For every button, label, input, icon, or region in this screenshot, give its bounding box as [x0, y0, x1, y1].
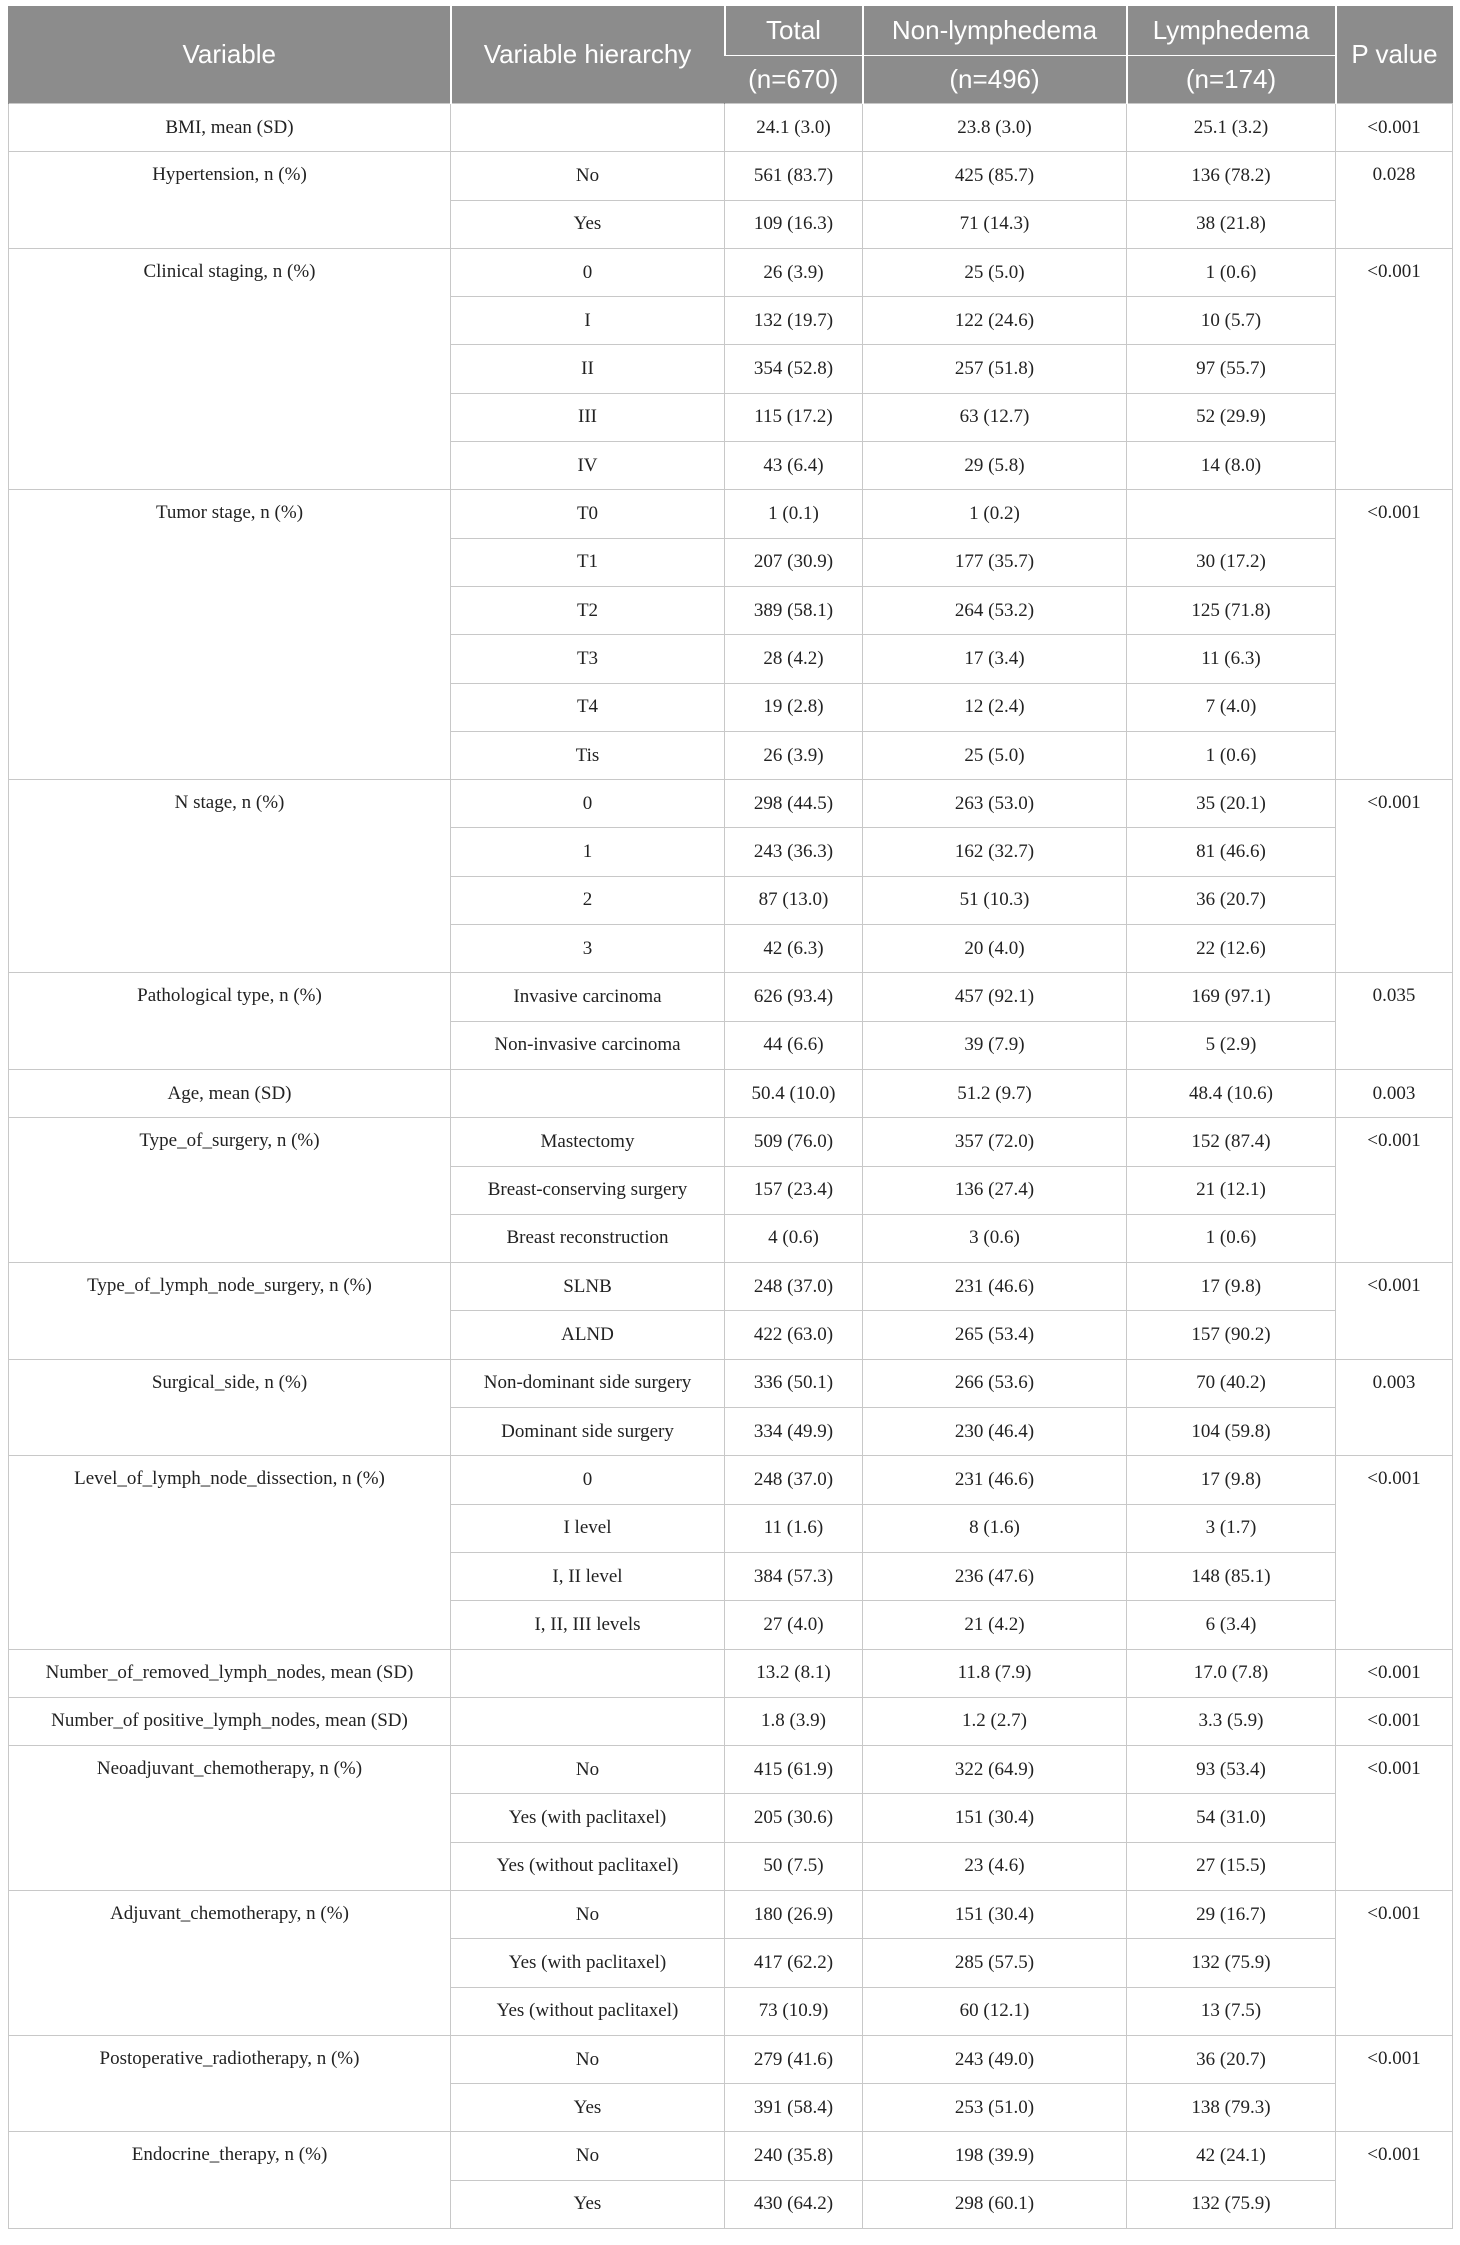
header-variable-hierarchy: Variable hierarchy [451, 6, 725, 104]
total-cell: 336 (50.1) [725, 1359, 863, 1407]
lymphedema-cell: 35 (20.1) [1127, 780, 1336, 828]
table-row [9, 1890, 1453, 1938]
hierarchy-cell: 0 [451, 1456, 725, 1504]
lymphedema-cell: 138 (79.3) [1127, 2084, 1336, 2132]
hierarchy-cell: ALND [451, 1311, 725, 1359]
non-lymphedema-cell: 198 (39.9) [863, 2132, 1127, 2180]
total-cell: 205 (30.6) [725, 1794, 863, 1842]
non-lymphedema-cell: 11.8 (7.9) [863, 1649, 1127, 1697]
total-cell: 207 (30.9) [725, 538, 863, 586]
p-value-cell: <0.001 [1336, 1746, 1453, 1891]
total-cell: 248 (37.0) [725, 1263, 863, 1311]
total-cell: 334 (49.9) [725, 1408, 863, 1456]
lymphedema-cell: 148 (85.1) [1127, 1552, 1336, 1600]
hierarchy-cell: T1 [451, 538, 725, 586]
total-cell: 26 (3.9) [725, 731, 863, 779]
lymphedema-cell: 1 (0.6) [1127, 1214, 1336, 1262]
lymphedema-cell: 132 (75.9) [1127, 2180, 1336, 2228]
variable-cell: Surgical_side, n (%) [9, 1359, 451, 1456]
lymphedema-cell: 132 (75.9) [1127, 1939, 1336, 1987]
variable-cell: Type_of_lymph_node_surgery, n (%) [9, 1263, 451, 1360]
total-cell: 354 (52.8) [725, 345, 863, 393]
total-cell: 417 (62.2) [725, 1939, 863, 1987]
variable-cell: Number_of positive_lymph_nodes, mean (SD) [9, 1697, 451, 1745]
total-cell: 50 (7.5) [725, 1842, 863, 1890]
lymphedema-cell: 93 (53.4) [1127, 1746, 1336, 1794]
non-lymphedema-cell: 136 (27.4) [863, 1166, 1127, 1214]
non-lymphedema-cell: 122 (24.6) [863, 297, 1127, 345]
non-lymphedema-cell: 12 (2.4) [863, 683, 1127, 731]
total-cell: 240 (35.8) [725, 2132, 863, 2180]
non-lymphedema-cell: 151 (30.4) [863, 1890, 1127, 1938]
hierarchy-cell: Yes (with paclitaxel) [451, 1794, 725, 1842]
total-cell: 19 (2.8) [725, 683, 863, 731]
hierarchy-cell: I, II, III levels [451, 1601, 725, 1649]
hierarchy-cell: Tis [451, 731, 725, 779]
total-cell: 26 (3.9) [725, 248, 863, 296]
hierarchy-cell: Yes [451, 2180, 725, 2228]
non-lymphedema-cell: 243 (49.0) [863, 2035, 1127, 2083]
table-row [9, 1649, 1453, 1697]
hierarchy-cell: No [451, 1890, 725, 1938]
lymphedema-cell: 30 (17.2) [1127, 538, 1336, 586]
hierarchy-cell: Yes [451, 2084, 725, 2132]
lymphedema-cell: 36 (20.7) [1127, 876, 1336, 924]
variable-cell: Number_of_removed_lymph_nodes, mean (SD) [9, 1649, 451, 1697]
lymphedema-cell: 11 (6.3) [1127, 635, 1336, 683]
lymphedema-cell: 125 (71.8) [1127, 586, 1336, 634]
non-lymphedema-cell: 285 (57.5) [863, 1939, 1127, 1987]
hierarchy-cell: 2 [451, 876, 725, 924]
variable-cell: BMI, mean (SD) [9, 104, 451, 152]
total-cell: 13.2 (8.1) [725, 1649, 863, 1697]
hierarchy-cell: III [451, 393, 725, 441]
p-value-cell: <0.001 [1336, 2035, 1453, 2132]
hierarchy-cell: Breast reconstruction [451, 1214, 725, 1262]
lymphedema-cell: 48.4 (10.6) [1127, 1069, 1336, 1117]
total-cell: 28 (4.2) [725, 635, 863, 683]
total-cell: 132 (19.7) [725, 297, 863, 345]
total-cell: 87 (13.0) [725, 876, 863, 924]
p-value-cell: 0.028 [1336, 152, 1453, 249]
hierarchy-cell: 1 [451, 828, 725, 876]
p-value-cell: <0.001 [1336, 104, 1453, 152]
non-lymphedema-cell: 1.2 (2.7) [863, 1697, 1127, 1745]
lymphedema-cell: 36 (20.7) [1127, 2035, 1336, 2083]
lymphedema-cell: 21 (12.1) [1127, 1166, 1336, 1214]
hierarchy-cell: I level [451, 1504, 725, 1552]
hierarchy-cell: T3 [451, 635, 725, 683]
non-lymphedema-cell: 25 (5.0) [863, 731, 1127, 779]
p-value-cell: <0.001 [1336, 2132, 1453, 2229]
table-row [9, 152, 1453, 200]
non-lymphedema-cell: 231 (46.6) [863, 1456, 1127, 1504]
table-row [9, 2035, 1453, 2083]
lymphedema-cell: 1 (0.6) [1127, 731, 1336, 779]
non-lymphedema-cell: 39 (7.9) [863, 1021, 1127, 1069]
hierarchy-cell: Yes (without paclitaxel) [451, 1842, 725, 1890]
non-lymphedema-cell: 298 (60.1) [863, 2180, 1127, 2228]
lymphedema-cell: 42 (24.1) [1127, 2132, 1336, 2180]
table-row [9, 1456, 1453, 1504]
p-value-cell: <0.001 [1336, 1118, 1453, 1263]
results-table [8, 6, 1453, 2229]
total-cell: 248 (37.0) [725, 1456, 863, 1504]
hierarchy-cell [451, 104, 725, 152]
non-lymphedema-cell: 236 (47.6) [863, 1552, 1127, 1600]
variable-cell: N stage, n (%) [9, 780, 451, 973]
header-non-lymphedema: Non-lymphedema [863, 6, 1127, 56]
non-lymphedema-cell: 151 (30.4) [863, 1794, 1127, 1842]
lymphedema-cell: 97 (55.7) [1127, 345, 1336, 393]
total-cell: 561 (83.7) [725, 152, 863, 200]
non-lymphedema-cell: 20 (4.0) [863, 925, 1127, 973]
header-total-count: (n=670) [725, 56, 863, 104]
hierarchy-cell: Dominant side surgery [451, 1408, 725, 1456]
hierarchy-cell: No [451, 1746, 725, 1794]
total-cell: 157 (23.4) [725, 1166, 863, 1214]
lymphedema-cell: 157 (90.2) [1127, 1311, 1336, 1359]
lymphedema-cell: 54 (31.0) [1127, 1794, 1336, 1842]
lymphedema-cell: 38 (21.8) [1127, 200, 1336, 248]
non-lymphedema-cell: 51 (10.3) [863, 876, 1127, 924]
p-value-cell: 0.035 [1336, 973, 1453, 1070]
variable-cell: Clinical staging, n (%) [9, 248, 451, 489]
lymphedema-cell: 52 (29.9) [1127, 393, 1336, 441]
table-row [9, 1359, 1453, 1407]
non-lymphedema-cell: 8 (1.6) [863, 1504, 1127, 1552]
lymphedema-cell: 3 (1.7) [1127, 1504, 1336, 1552]
total-cell: 50.4 (10.0) [725, 1069, 863, 1117]
table-row [9, 104, 1453, 152]
lymphedema-cell: 29 (16.7) [1127, 1890, 1336, 1938]
total-cell: 243 (36.3) [725, 828, 863, 876]
p-value-cell: 0.003 [1336, 1359, 1453, 1456]
variable-cell: Pathological type, n (%) [9, 973, 451, 1070]
lymphedema-cell: 17 (9.8) [1127, 1263, 1336, 1311]
p-value-cell: <0.001 [1336, 1456, 1453, 1649]
lymphedema-cell: 1 (0.6) [1127, 248, 1336, 296]
header-variable: Variable [9, 6, 451, 104]
hierarchy-cell [451, 1649, 725, 1697]
table-row [9, 1263, 1453, 1311]
lymphedema-cell: 5 (2.9) [1127, 1021, 1336, 1069]
non-lymphedema-cell: 162 (32.7) [863, 828, 1127, 876]
p-value-cell: <0.001 [1336, 1890, 1453, 2035]
hierarchy-cell: SLNB [451, 1263, 725, 1311]
lymphedema-cell: 17.0 (7.8) [1127, 1649, 1336, 1697]
table-row [9, 1069, 1453, 1117]
total-cell: 42 (6.3) [725, 925, 863, 973]
total-cell: 415 (61.9) [725, 1746, 863, 1794]
header-lymphedema-count: (n=174) [1127, 56, 1336, 104]
total-cell: 1.8 (3.9) [725, 1697, 863, 1745]
total-cell: 298 (44.5) [725, 780, 863, 828]
hierarchy-cell: Invasive carcinoma [451, 973, 725, 1021]
non-lymphedema-cell: 257 (51.8) [863, 345, 1127, 393]
hierarchy-cell: Mastectomy [451, 1118, 725, 1166]
lymphedema-cell: 17 (9.8) [1127, 1456, 1336, 1504]
total-cell: 430 (64.2) [725, 2180, 863, 2228]
total-cell: 422 (63.0) [725, 1311, 863, 1359]
non-lymphedema-cell: 177 (35.7) [863, 538, 1127, 586]
total-cell: 11 (1.6) [725, 1504, 863, 1552]
p-value-cell: <0.001 [1336, 1649, 1453, 1697]
non-lymphedema-cell: 3 (0.6) [863, 1214, 1127, 1262]
variable-cell: Age, mean (SD) [9, 1069, 451, 1117]
total-cell: 279 (41.6) [725, 2035, 863, 2083]
total-cell: 43 (6.4) [725, 442, 863, 490]
header-lymphedema: Lymphedema [1127, 6, 1336, 56]
lymphedema-cell: 169 (97.1) [1127, 973, 1336, 1021]
variable-cell: Hypertension, n (%) [9, 152, 451, 249]
lymphedema-cell: 7 (4.0) [1127, 683, 1336, 731]
total-cell: 389 (58.1) [725, 586, 863, 634]
non-lymphedema-cell: 29 (5.8) [863, 442, 1127, 490]
lymphedema-cell: 10 (5.7) [1127, 297, 1336, 345]
non-lymphedema-cell: 457 (92.1) [863, 973, 1127, 1021]
non-lymphedema-cell: 263 (53.0) [863, 780, 1127, 828]
hierarchy-cell: No [451, 2132, 725, 2180]
hierarchy-cell: T4 [451, 683, 725, 731]
hierarchy-cell: T2 [451, 586, 725, 634]
p-value-cell: <0.001 [1336, 1697, 1453, 1745]
non-lymphedema-cell: 25 (5.0) [863, 248, 1127, 296]
non-lymphedema-cell: 266 (53.6) [863, 1359, 1127, 1407]
table-body [9, 104, 1453, 2229]
p-value-cell: <0.001 [1336, 1263, 1453, 1360]
lymphedema-cell: 3.3 (5.9) [1127, 1697, 1336, 1745]
header-total: Total [725, 6, 863, 56]
non-lymphedema-cell: 1 (0.2) [863, 490, 1127, 538]
non-lymphedema-cell: 264 (53.2) [863, 586, 1127, 634]
table-row [9, 780, 1453, 828]
lymphedema-cell [1127, 490, 1336, 538]
lymphedema-cell: 104 (59.8) [1127, 1408, 1336, 1456]
table-row [9, 973, 1453, 1021]
non-lymphedema-cell: 17 (3.4) [863, 635, 1127, 683]
hierarchy-cell: 3 [451, 925, 725, 973]
variable-cell: Level_of_lymph_node_dissection, n (%) [9, 1456, 451, 1649]
header-p-value: P value [1336, 6, 1453, 104]
non-lymphedema-cell: 71 (14.3) [863, 200, 1127, 248]
lymphedema-cell: 6 (3.4) [1127, 1601, 1336, 1649]
non-lymphedema-cell: 231 (46.6) [863, 1263, 1127, 1311]
hierarchy-cell [451, 1069, 725, 1117]
table-row [9, 1697, 1453, 1745]
lymphedema-cell: 25.1 (3.2) [1127, 104, 1336, 152]
hierarchy-cell [451, 1697, 725, 1745]
non-lymphedema-cell: 23 (4.6) [863, 1842, 1127, 1890]
hierarchy-cell: T0 [451, 490, 725, 538]
table-row [9, 490, 1453, 538]
total-cell: 626 (93.4) [725, 973, 863, 1021]
variable-cell: Endocrine_therapy, n (%) [9, 2132, 451, 2229]
non-lymphedema-cell: 51.2 (9.7) [863, 1069, 1127, 1117]
hierarchy-cell: Yes [451, 200, 725, 248]
header-non-lymphedema-count: (n=496) [863, 56, 1127, 104]
p-value-cell: <0.001 [1336, 248, 1453, 489]
total-cell: 384 (57.3) [725, 1552, 863, 1600]
total-cell: 180 (26.9) [725, 1890, 863, 1938]
table-row [9, 1118, 1453, 1166]
table-header [9, 6, 1453, 104]
non-lymphedema-cell: 21 (4.2) [863, 1601, 1127, 1649]
hierarchy-cell: Non-invasive carcinoma [451, 1021, 725, 1069]
variable-cell: Neoadjuvant_chemotherapy, n (%) [9, 1746, 451, 1891]
non-lymphedema-cell: 230 (46.4) [863, 1408, 1127, 1456]
total-cell: 27 (4.0) [725, 1601, 863, 1649]
non-lymphedema-cell: 322 (64.9) [863, 1746, 1127, 1794]
lymphedema-cell: 22 (12.6) [1127, 925, 1336, 973]
total-cell: 73 (10.9) [725, 1987, 863, 2035]
non-lymphedema-cell: 23.8 (3.0) [863, 104, 1127, 152]
non-lymphedema-cell: 265 (53.4) [863, 1311, 1127, 1359]
table-row [9, 1746, 1453, 1794]
variable-cell: Adjuvant_chemotherapy, n (%) [9, 1890, 451, 2035]
p-value-cell: <0.001 [1336, 780, 1453, 973]
total-cell: 44 (6.6) [725, 1021, 863, 1069]
p-value-cell: <0.001 [1336, 490, 1453, 780]
hierarchy-cell: II [451, 345, 725, 393]
lymphedema-cell: 70 (40.2) [1127, 1359, 1336, 1407]
hierarchy-cell: 0 [451, 780, 725, 828]
hierarchy-cell: IV [451, 442, 725, 490]
hierarchy-cell: No [451, 2035, 725, 2083]
non-lymphedema-cell: 60 (12.1) [863, 1987, 1127, 2035]
lymphedema-cell: 152 (87.4) [1127, 1118, 1336, 1166]
variable-cell: Tumor stage, n (%) [9, 490, 451, 780]
hierarchy-cell: 0 [451, 248, 725, 296]
table-row [9, 2132, 1453, 2180]
total-cell: 509 (76.0) [725, 1118, 863, 1166]
total-cell: 1 (0.1) [725, 490, 863, 538]
lymphedema-cell: 13 (7.5) [1127, 1987, 1336, 2035]
hierarchy-cell: Yes (without paclitaxel) [451, 1987, 725, 2035]
lymphedema-cell: 14 (8.0) [1127, 442, 1336, 490]
p-value-cell: 0.003 [1336, 1069, 1453, 1117]
lymphedema-cell: 27 (15.5) [1127, 1842, 1336, 1890]
hierarchy-cell: Non-dominant side surgery [451, 1359, 725, 1407]
hierarchy-cell: I, II level [451, 1552, 725, 1600]
hierarchy-cell: Breast-conserving surgery [451, 1166, 725, 1214]
non-lymphedema-cell: 357 (72.0) [863, 1118, 1127, 1166]
lymphedema-cell: 136 (78.2) [1127, 152, 1336, 200]
hierarchy-cell: No [451, 152, 725, 200]
non-lymphedema-cell: 253 (51.0) [863, 2084, 1127, 2132]
total-cell: 109 (16.3) [725, 200, 863, 248]
non-lymphedema-cell: 63 (12.7) [863, 393, 1127, 441]
hierarchy-cell: I [451, 297, 725, 345]
non-lymphedema-cell: 425 (85.7) [863, 152, 1127, 200]
total-cell: 24.1 (3.0) [725, 104, 863, 152]
variable-cell: Type_of_surgery, n (%) [9, 1118, 451, 1263]
hierarchy-cell: Yes (with paclitaxel) [451, 1939, 725, 1987]
table-row [9, 248, 1453, 296]
variable-cell: Postoperative_radiotherapy, n (%) [9, 2035, 451, 2132]
total-cell: 115 (17.2) [725, 393, 863, 441]
lymphedema-cell: 81 (46.6) [1127, 828, 1336, 876]
total-cell: 391 (58.4) [725, 2084, 863, 2132]
total-cell: 4 (0.6) [725, 1214, 863, 1262]
